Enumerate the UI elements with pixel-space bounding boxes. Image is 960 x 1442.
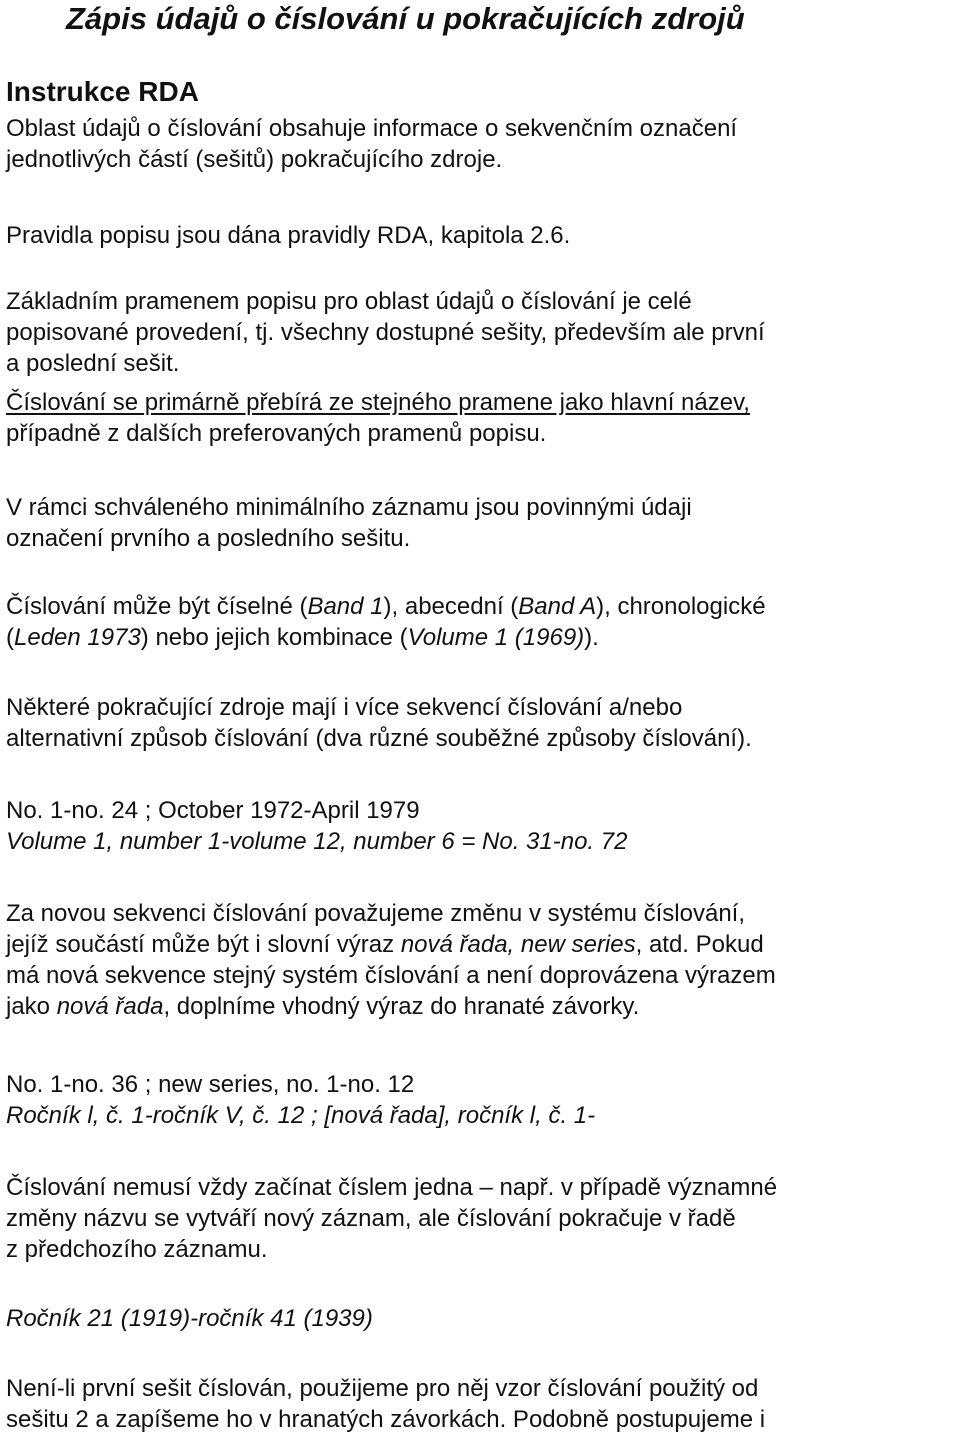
text-line: alternativní způsob číslování (dva různé souběžné způsoby číslování).	[6, 725, 752, 752]
example-block-1	[6, 795, 958, 857]
example-line: Volume 1, number 1-volume 12, number 6 = No. 31-no. 72	[6, 828, 628, 855]
example-italic: nová řada, new series	[400, 931, 636, 958]
paragraph-continued-numbering	[6, 1172, 958, 1265]
text-line: Pravidla popisu jsou dána pravidly RDA, kapitola 2.6.	[6, 222, 571, 249]
text-line: popisované provedení, tj. všechny dostupné sešity, především ale první	[6, 319, 765, 346]
example-italic: Leden 1973	[14, 624, 141, 651]
text-line: jako nová řada, doplníme vhodný výraz do hranaté závorky.	[6, 993, 640, 1020]
paragraph-unnumbered-first-issue	[6, 1373, 958, 1435]
text-line: má nová sekvence stejný systém číslování a není doprovázena výrazem	[6, 962, 776, 989]
text-line: V rámci schváleného minimálního záznamu jsou povinnými údaji	[6, 494, 692, 521]
paragraph-minimal-record	[6, 492, 958, 554]
example-italic: Volume 1 (1969)	[407, 624, 585, 651]
text-line: případně z dalších preferovaných pramenů popisu.	[6, 420, 547, 447]
example-line: Ročník 21 (1919)-ročník 41 (1939)	[6, 1305, 373, 1332]
text-line: Číslování může být číselné (Band 1), abecední (Band A), chronologické	[6, 593, 766, 620]
example-line: No. 1-no. 36 ; new series, no. 1-no. 12	[6, 1071, 415, 1098]
paragraph-source-preferred	[6, 387, 958, 449]
example-line: No. 1-no. 24 ; October 1972-April 1979	[6, 797, 420, 824]
document-title: Zápis údajů o číslování u pokračujících zdrojů	[66, 1, 745, 36]
underlined-text-line: Číslování se primárně přebírá ze stejného pramene jako hlavní název,	[6, 389, 750, 416]
text-line: jednotlivých částí (sešitů) pokračujícího zdroje.	[6, 146, 503, 173]
paragraph-new-sequence	[6, 898, 958, 1022]
section-heading: Instrukce RDA	[6, 76, 199, 107]
example-italic: nová řada	[56, 993, 164, 1020]
text-line: Za novou sekvenci číslování považujeme změnu v systému číslování,	[6, 900, 746, 927]
paragraph-rules	[6, 220, 958, 251]
paragraph-intro	[6, 113, 958, 175]
text-line: Není-li první sešit číslován, použijeme pro něj vzor číslování použitý od	[6, 1375, 759, 1402]
text-line: označení prvního a posledního sešitu.	[6, 525, 411, 552]
text-line: sešitu 2 a zapíšeme ho v hranatých závorkách. Podobně postupujeme i	[6, 1406, 766, 1433]
text-line: změny názvu se vytváří nový záznam, ale číslování pokračuje v řadě	[6, 1205, 736, 1232]
paragraph-multiple-sequences	[6, 692, 958, 754]
text-line: Základním pramenem popisu pro oblast údajů o číslování je celé	[6, 288, 692, 315]
example-block-2	[6, 1069, 958, 1131]
text-line: Některé pokračující zdroje mají i více sekvencí číslování a/nebo	[6, 694, 683, 721]
paragraph-source	[6, 286, 958, 379]
example-line: Ročník l, č. 1-ročník V, č. 12 ; [nová řada], ročník l, č. 1-	[6, 1102, 596, 1129]
example-italic: Band 1	[307, 593, 384, 620]
text-line: Číslování nemusí vždy začínat číslem jedna – např. v případě významné	[6, 1174, 778, 1201]
example-italic: Band A	[518, 593, 597, 620]
example-block-3	[6, 1303, 958, 1334]
text-line: jejíž součástí může být i slovní výraz nová řada, new series, atd. Pokud	[6, 931, 764, 958]
text-line: z předchozího záznamu.	[6, 1236, 268, 1263]
paragraph-numbering-types	[6, 591, 958, 653]
text-line: a poslední sešit.	[6, 350, 180, 377]
text-line: Oblast údajů o číslování obsahuje informace o sekvenčním označení	[6, 115, 738, 142]
text-line: (Leden 1973) nebo jejich kombinace (Volume 1 (1969)).	[6, 624, 599, 651]
